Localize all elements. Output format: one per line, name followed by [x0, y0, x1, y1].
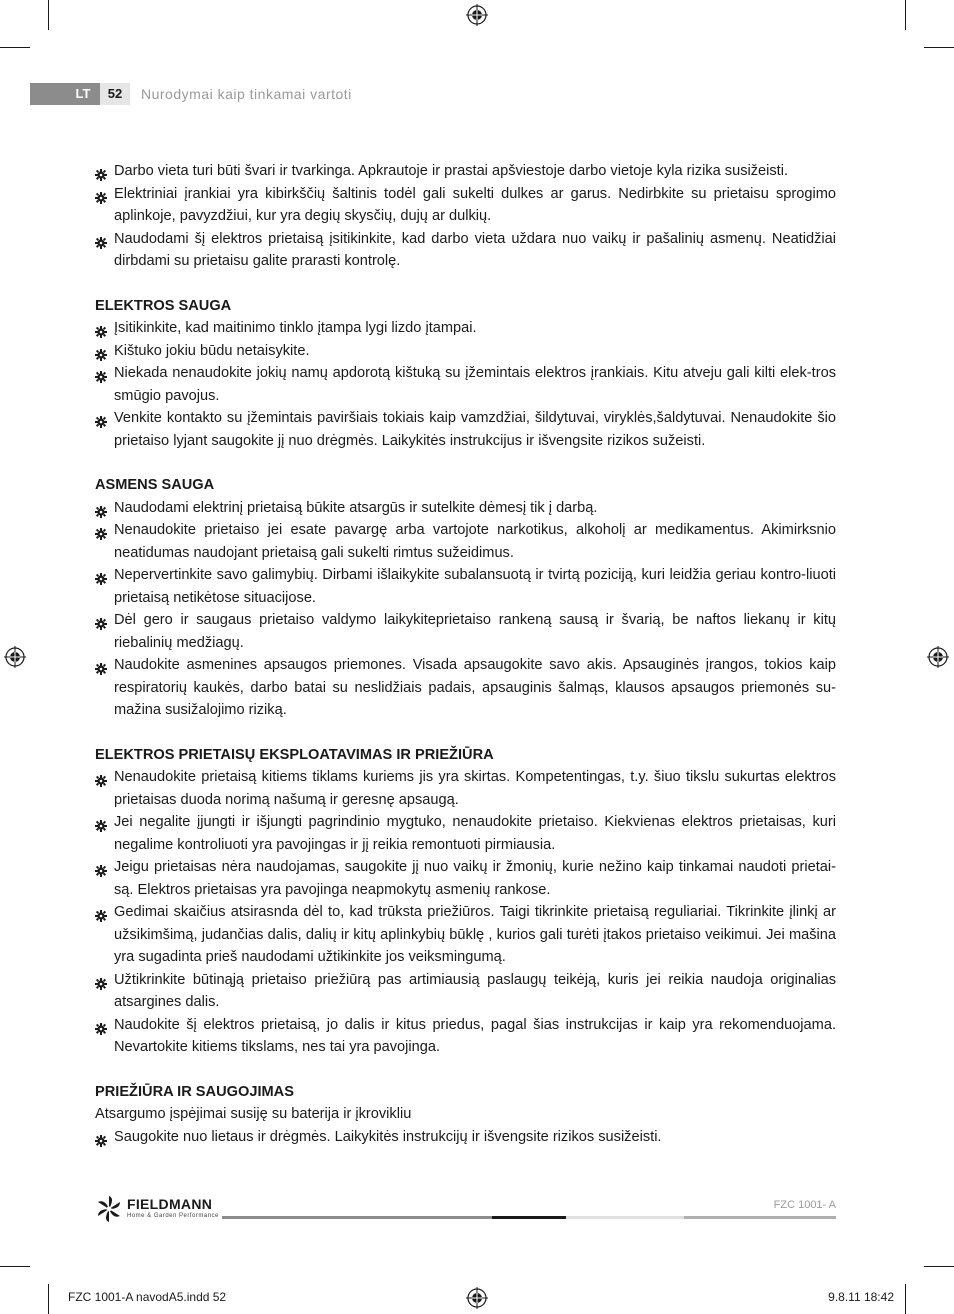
list-item-text: Užtikrinkite būtinąją prietaiso priežiūrą pas artimiausią paslaugų teikėją, kuris jei reikia naudoja originalias atsargines dalis. — [114, 971, 836, 1010]
gear-bullet-icon — [95, 323, 107, 335]
section-heading: PRIEŽIŪRA IR SAUGOJIMAS — [95, 1083, 294, 1100]
list-item-text: Kištuko jokiu būdu netaisykite. — [114, 342, 310, 359]
list-item — [95, 160, 836, 183]
crop-mark — [48, 0, 49, 30]
gear-bullet-icon — [95, 1020, 107, 1032]
list-item-text: Venkite kontakto su įžemintais paviršiais tokiais kaip vamzdžiai, šildytuvai, viryklės,šaldytuvai. Nenaudokite šio prietaiso lyjant saugokite jį nuo drėgmės. Laikykitės instrukcijus ir išvengsite rizikos sužeisti. — [114, 410, 836, 449]
section-heading: ASMENS SAUGA — [95, 477, 215, 493]
crop-mark — [0, 47, 30, 48]
gear-bullet-icon — [95, 234, 107, 246]
brand-name: FIELDMANN — [127, 1196, 213, 1212]
registration-mark-icon — [4, 646, 26, 668]
list-item-text: Jei negalite įjungti ir išjungti pagrindinio mygtuko, nenaudokite prietaiso. Kiekvienas elektros prietaisas, kuri negalime kontroliuoti yra pavojingas ir jį reikia remontuoti pirmiausia. — [114, 814, 836, 853]
gear-bullet-icon — [95, 660, 107, 672]
list-item-text: Naudodami elektrinį prietaisą būkite atsargūs ir sutelkite dėmesį tik į darbą. — [114, 499, 598, 516]
page-number: 52 — [100, 83, 130, 105]
gear-bullet-icon — [95, 368, 107, 380]
crop-mark — [924, 1266, 954, 1267]
gear-bullet-icon — [95, 166, 107, 178]
logo-mark-icon — [94, 1194, 124, 1224]
list-item — [95, 901, 836, 969]
registration-mark-icon — [927, 646, 949, 668]
gear-bullet-icon — [95, 503, 107, 515]
list-item — [95, 564, 836, 609]
gear-bullet-icon — [95, 907, 107, 919]
list-item — [95, 497, 836, 520]
list-item-text: Elektriniai įrankiai yra kibirkščių šaltinis todėl gali sukelti dulkes ar garus. Nedirbkite su prietaisu sprogimo aplinkoje, pavyzdžiui, kur yra degių skysčių, dujų ar dulkių. — [114, 185, 836, 224]
footer-bar-segment — [222, 1216, 492, 1219]
gear-bullet-icon — [95, 413, 107, 425]
list-item-text: Niekada nenaudokite jokių namų apdorotą kištuką su įžemintais elektros įrankiais. Kitu atveju gali kilti elek-tros smūgio pavojus. — [114, 365, 836, 404]
list-item — [95, 362, 836, 407]
document-body — [95, 160, 836, 1148]
list-item — [95, 519, 836, 564]
gear-bullet-icon — [95, 525, 107, 537]
list-item — [95, 1014, 836, 1059]
gear-bullet-icon — [95, 615, 107, 627]
footer-bar-segment — [566, 1216, 684, 1219]
gear-bullet-icon — [95, 862, 107, 874]
crop-mark — [0, 1266, 30, 1267]
list-item — [95, 856, 836, 901]
list-item-text: Jeigu prietaisas nėra naudojamas, saugokite jį nuo vaikų ir žmonių, kurie nežino kaip tinkamai naudoti prietai-są. Elektros prietaisas yra pavojinga neapmokytų asmenių rankose. — [114, 859, 836, 898]
section-heading: ELEKTROS SAUGA — [95, 297, 232, 314]
list-item-text: Naudodami šį elektros prietaisą įsitikinkite, kad darbo vieta uždara nuo vaikų ir pašalinių asmenų. Neatidžiai dirbdami su prietaisu galite prarasti kontrolę. — [114, 230, 836, 269]
list-item-text: Nenaudokite prietaiso jei esate pavargę arba vartojote narkotikus, alkoholį ar medikamentus. Akimirksnio neatidumas naudojant prietaisą gali sukelti rimtus sužeidimus. — [114, 522, 836, 561]
list-item — [95, 407, 836, 452]
list-item-text: Nepervertinkite savo galimybių. Dirbami išlaikykite subalansuotą ir tvirtą poziciją, kuri leidžia geriau kontro-liuoti prietaisą netikėtose situacijose. — [114, 567, 836, 606]
crop-mark — [905, 0, 906, 30]
list-item — [95, 609, 836, 654]
gear-bullet-icon — [95, 975, 107, 987]
list-item — [95, 1126, 836, 1149]
list-item-text: Dėl gero ir saugaus prietaiso valdymo laikykiteprietaiso rankeną sausą ir švarią, be naftos liekanų ir kitų riebalinių medžiagų. — [114, 612, 836, 651]
list-item — [95, 766, 836, 811]
list-item-text: Naudokite šį elektros prietaisą, jo dalis ir kitus priedus, pagal šias instrukcijas ir kaip yra rekomenduojama. Nevartokite kitiems tikslams, nes tai yra pavojinga. — [114, 1016, 836, 1055]
list-item — [95, 340, 836, 363]
page-title: Nurodymai kaip tinkamai vartoti — [141, 86, 352, 102]
list-item-text: Naudokite asmenines apsaugos priemones. Visada apsaugokite savo akis. Apsauginės įrangos, tokios kaip respiratorių kaukės, darbo batai su neslidžiais padais, apsauginis šalmąs, klausos apsaugos priemonės su-mažina susižalojimo riziką. — [114, 657, 836, 718]
date-slug: 9.8.11 18:42 — [828, 1290, 894, 1304]
list-item — [95, 228, 836, 273]
gear-bullet-icon — [95, 817, 107, 829]
list-item — [95, 654, 836, 722]
list-item — [95, 969, 836, 1014]
list-item — [95, 811, 836, 856]
brand-tagline: Home & Garden Performance — [127, 1213, 219, 1219]
crop-mark — [48, 1284, 49, 1314]
footer-bar-segment — [684, 1216, 836, 1219]
gear-bullet-icon — [95, 570, 107, 582]
list-item-text: Įsitikinkite, kad maitinimo tinklo įtampa lygi lizdo įtampai. — [114, 320, 477, 336]
list-item — [95, 183, 836, 228]
list-item-text: Saugokite nuo lietaus ir drėgmės. Laikykitės instrukcijų ir išvengsite rizikos susižeisti. — [114, 1128, 662, 1145]
crop-mark — [905, 1284, 906, 1314]
registration-mark-icon — [466, 4, 488, 26]
gear-bullet-icon — [95, 346, 107, 358]
gear-bullet-icon — [95, 1132, 107, 1144]
fieldmann-logo — [94, 1194, 224, 1224]
list-item-text: Nenaudokite prietaisą kitiems tiklams kuriems jis yra skirtas. Kompetentingas, t.y. šiuo tikslu sukurtas elektros prietaisas duoda norimą našumą ir geresnę apsaugą. — [114, 769, 836, 808]
model-number: FZC 1001- A — [773, 1199, 836, 1211]
list-item-text: Gedimai skaičius atsirasnda dėl to, kad trūksta priežiūros. Taigi tikrinkite prietaisą reguliariai. Tikrinkite įlinkį ar užsikimšimą, judančias dalis, dalių ir kitų aplinkybių būklę , kurios gali turėti įtakos prietaiso veikimui. Jei mašina yra sugadinta prieš naudodami užtikinkite jos veiksmingumą. — [114, 904, 836, 965]
footer-bar-segment — [492, 1216, 566, 1219]
gear-bullet-icon — [95, 772, 107, 784]
file-slug: FZC 1001-A navodA5.indd 52 — [68, 1290, 227, 1304]
section-heading: ELEKTROS PRIETAISŲ EKSPLOATAVIMAS IR PRIEŽIŪRA — [95, 746, 494, 763]
list-item — [95, 317, 836, 340]
registration-mark-icon — [466, 1287, 488, 1309]
language-code: LT — [75, 86, 91, 101]
list-item-text: Darbo vieta turi būti švari ir tvarkinga. Apkrautoje ir prastai apšviestoje darbo vietoje kyla rizika susižeisti. — [114, 163, 789, 179]
section-note: Atsargumo įspėjimai susiję su baterija ir įkrovikliu — [95, 1106, 412, 1122]
crop-mark — [924, 47, 954, 48]
gear-bullet-icon — [95, 189, 107, 201]
